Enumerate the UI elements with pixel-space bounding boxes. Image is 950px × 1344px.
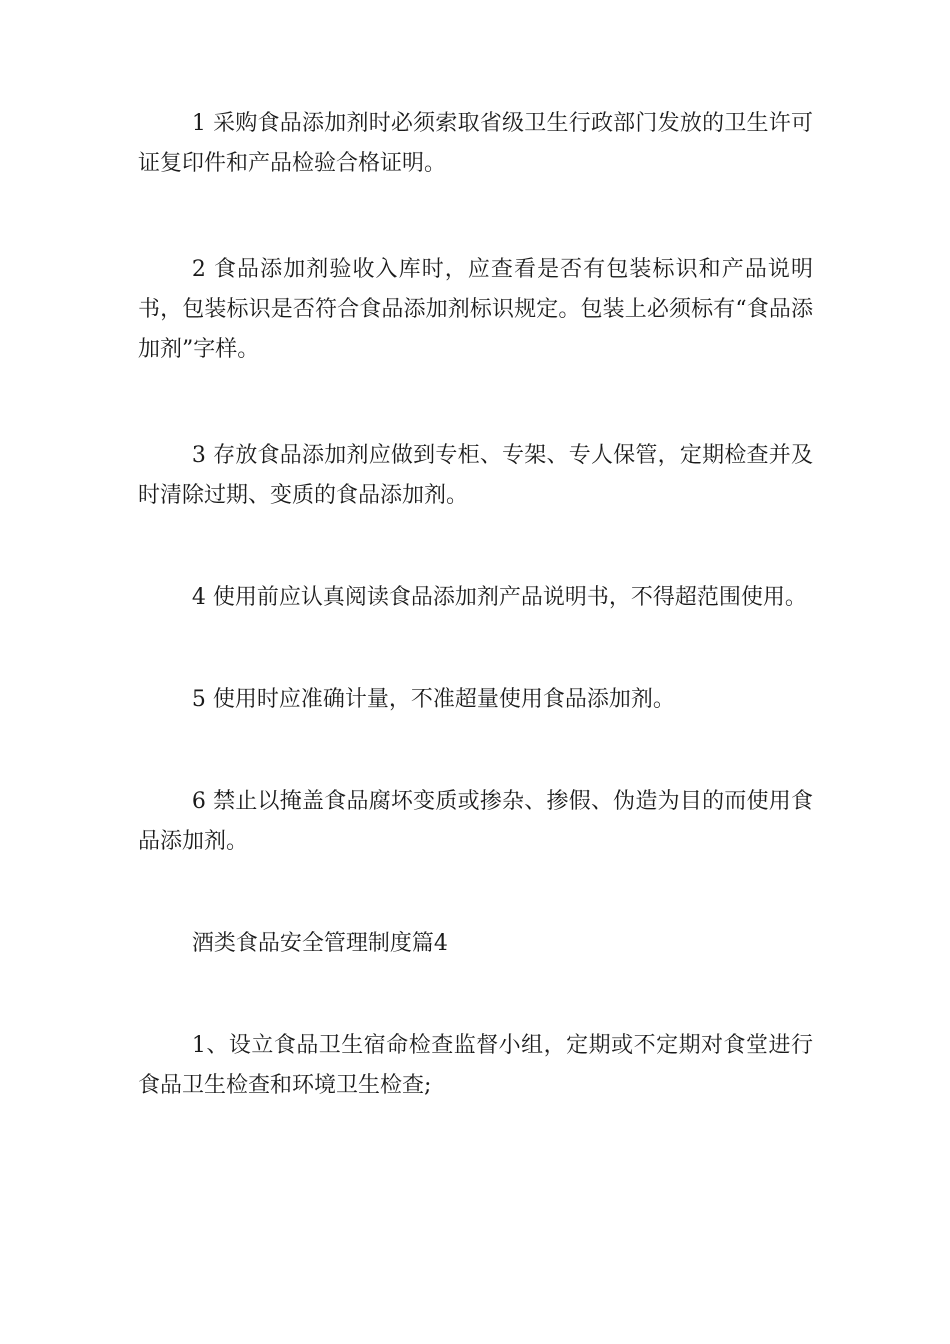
paragraph-5: 5 使用时应准确计量，不准超量使用食品添加剂。 <box>191 687 675 712</box>
section-heading: 酒类食品安全管理制度篇4 <box>191 931 448 956</box>
paragraph-4: 4 使用前应认真阅读食品添加剂产品说明书，不得超范围使用。 <box>191 585 807 610</box>
paragraph-gap <box>138 370 813 436</box>
paragraph-gap <box>138 184 813 250</box>
paragraph-1: 1 采购食品添加剂时必须索取省级卫生行政部门发放的卫生许可证复印件和产品检验合格证明。 <box>138 111 813 176</box>
paragraph-gap <box>138 720 813 782</box>
document-body <box>138 104 813 1106</box>
paragraph-gap <box>138 516 813 578</box>
paragraph-gap <box>138 862 813 924</box>
paragraph-gap <box>138 618 813 680</box>
paragraph-2: 2 食品添加剂验收入库时，应查看是否有包装标识和产品说明书，包装标识是否符合食品添加剂标识规定。包装上必须标有“食品添加剂”字样。 <box>138 257 813 362</box>
paragraph-gap <box>138 964 813 1026</box>
section-paragraph-1: 1、设立食品卫生宿命检查监督小组，定期或不定期对食堂进行食品卫生检查和环境卫生检查; <box>138 1033 813 1098</box>
paragraph-3: 3 存放食品添加剂应做到专柜、专架、专人保管，定期检查并及时清除过期、变质的食品添加剂。 <box>138 443 813 508</box>
paragraph-6: 6 禁止以掩盖食品腐坏变质或掺杂、掺假、伪造为目的而使用食品添加剂。 <box>138 789 813 854</box>
